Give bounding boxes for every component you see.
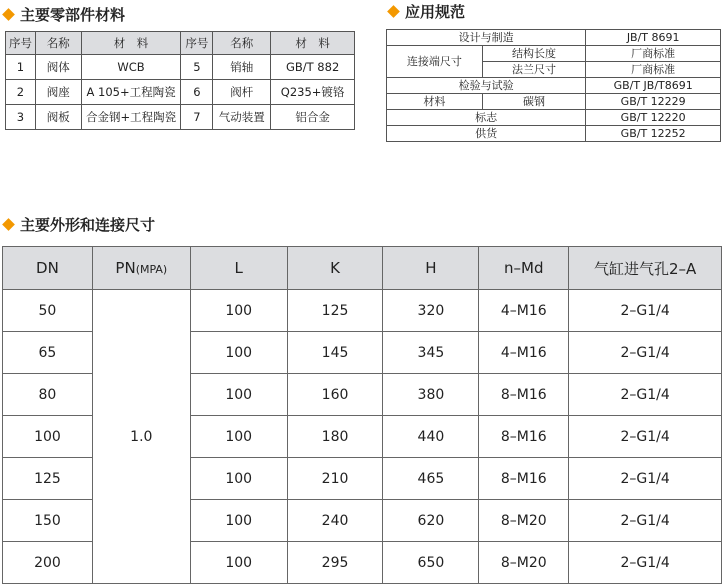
cell-port: 2–G1/4 xyxy=(569,458,722,500)
table-row xyxy=(6,55,355,80)
table-row xyxy=(3,290,722,332)
materials-title-text: 主要零部件材料 xyxy=(20,6,126,24)
materials-cell: 1 xyxy=(6,55,36,80)
cell-dn: 200 xyxy=(3,542,93,584)
standards-value: 厂商标准 xyxy=(586,62,721,78)
cell-dn: 100 xyxy=(3,416,93,458)
header-pn-unit: (MPA) xyxy=(135,263,168,276)
header-nmd: n–Md xyxy=(479,247,569,290)
cell-k: 180 xyxy=(287,416,383,458)
materials-header-cell: 序号 xyxy=(6,32,36,55)
header-pn xyxy=(92,247,190,290)
header-pn-label: PN xyxy=(115,259,136,277)
cell-port: 2–G1/4 xyxy=(569,542,722,584)
standards-value: JB/T 8691 xyxy=(586,30,721,46)
cell-l: 100 xyxy=(190,500,287,542)
table-row xyxy=(6,80,355,105)
materials-table xyxy=(5,31,355,130)
cell-l: 100 xyxy=(190,416,287,458)
cell-h: 650 xyxy=(383,542,479,584)
materials-section-title xyxy=(4,4,125,25)
cell-dn: 80 xyxy=(3,374,93,416)
standards-label: 标志 xyxy=(387,110,586,126)
standards-label: 材料 xyxy=(387,94,483,110)
cell-l: 100 xyxy=(190,374,287,416)
standards-title-text: 应用规范 xyxy=(405,3,466,21)
materials-cell: 5 xyxy=(181,55,213,80)
standards-value: GB/T 12252 xyxy=(586,126,721,142)
standards-section-title xyxy=(389,1,465,22)
standards-sublabel: 结构长度 xyxy=(482,46,586,62)
orange-diamond-icon xyxy=(387,5,400,18)
cell-nmd: 4–M16 xyxy=(479,290,569,332)
materials-cell: 阀座 xyxy=(35,80,81,105)
materials-cell: 铝合金 xyxy=(271,105,355,130)
cell-nmd: 8–M16 xyxy=(479,458,569,500)
materials-cell: Q235+镀铬 xyxy=(271,80,355,105)
standards-sublabel: 碳钢 xyxy=(482,94,586,110)
standards-label: 检验与试验 xyxy=(387,78,586,94)
cell-h: 345 xyxy=(383,332,479,374)
materials-header-cell: 序号 xyxy=(181,32,213,55)
cell-k: 295 xyxy=(287,542,383,584)
table-row xyxy=(387,94,721,110)
materials-cell: 阀杆 xyxy=(213,80,271,105)
standards-label: 供货 xyxy=(387,126,586,142)
dimensions-section-title xyxy=(4,214,155,235)
cell-l: 100 xyxy=(190,290,287,332)
cell-nmd: 8–M20 xyxy=(479,500,569,542)
cell-port: 2–G1/4 xyxy=(569,374,722,416)
orange-diamond-icon xyxy=(2,218,15,231)
materials-cell: WCB xyxy=(81,55,181,80)
materials-header-cell: 材 料 xyxy=(271,32,355,55)
cell-nmd: 4–M16 xyxy=(479,332,569,374)
header-h: H xyxy=(383,247,479,290)
dimensions-table xyxy=(2,246,722,584)
cell-h: 465 xyxy=(383,458,479,500)
materials-cell: 3 xyxy=(6,105,36,130)
standards-label: 连接端尺寸 xyxy=(387,46,483,78)
standards-value: GB/T 12220 xyxy=(586,110,721,126)
materials-cell: GB/T 882 xyxy=(271,55,355,80)
header-dn: DN xyxy=(3,247,93,290)
cell-h: 440 xyxy=(383,416,479,458)
cell-port: 2–G1/4 xyxy=(569,332,722,374)
table-row xyxy=(387,30,721,46)
standards-table xyxy=(386,29,721,142)
cell-k: 210 xyxy=(287,458,383,500)
cell-port: 2–G1/4 xyxy=(569,290,722,332)
cell-nmd: 8–M20 xyxy=(479,542,569,584)
materials-cell: 销轴 xyxy=(213,55,271,80)
header-port: 气缸进气孔2–A xyxy=(569,247,722,290)
cell-l: 100 xyxy=(190,458,287,500)
cell-l: 100 xyxy=(190,542,287,584)
cell-k: 240 xyxy=(287,500,383,542)
materials-cell: A 105+工程陶瓷 xyxy=(81,80,181,105)
table-row xyxy=(6,105,355,130)
cell-dn: 125 xyxy=(3,458,93,500)
standards-value: GB/T JB/T8691 xyxy=(586,78,721,94)
cell-l: 100 xyxy=(190,332,287,374)
table-row xyxy=(387,78,721,94)
cell-port: 2–G1/4 xyxy=(569,500,722,542)
standards-label: 设计与制造 xyxy=(387,30,586,46)
materials-cell: 7 xyxy=(181,105,213,130)
materials-cell: 阀板 xyxy=(35,105,81,130)
orange-diamond-icon xyxy=(2,8,15,21)
cell-k: 145 xyxy=(287,332,383,374)
table-row xyxy=(387,46,721,62)
standards-value: 厂商标准 xyxy=(586,46,721,62)
materials-cell: 阀体 xyxy=(35,55,81,80)
cell-nmd: 8–M16 xyxy=(479,374,569,416)
cell-h: 620 xyxy=(383,500,479,542)
dimensions-header-row xyxy=(3,247,722,290)
cell-pn-merged: 1.0 xyxy=(92,290,190,584)
cell-dn: 65 xyxy=(3,332,93,374)
cell-nmd: 8–M16 xyxy=(479,416,569,458)
materials-cell: 气动装置 xyxy=(213,105,271,130)
header-l: L xyxy=(190,247,287,290)
cell-k: 160 xyxy=(287,374,383,416)
table-row xyxy=(387,126,721,142)
cell-port: 2–G1/4 xyxy=(569,416,722,458)
cell-h: 320 xyxy=(383,290,479,332)
materials-header-cell: 名称 xyxy=(35,32,81,55)
standards-value: GB/T 12229 xyxy=(586,94,721,110)
cell-dn: 50 xyxy=(3,290,93,332)
cell-h: 380 xyxy=(383,374,479,416)
materials-cell: 6 xyxy=(181,80,213,105)
dimensions-title-text: 主要外形和连接尺寸 xyxy=(20,216,156,234)
cell-dn: 150 xyxy=(3,500,93,542)
materials-header-row xyxy=(6,32,355,55)
materials-cell: 合金钢+工程陶瓷 xyxy=(81,105,181,130)
standards-sublabel: 法兰尺寸 xyxy=(482,62,586,78)
header-k: K xyxy=(287,247,383,290)
materials-cell: 2 xyxy=(6,80,36,105)
materials-header-cell: 名称 xyxy=(213,32,271,55)
table-row xyxy=(387,110,721,126)
materials-header-cell: 材 料 xyxy=(81,32,181,55)
cell-k: 125 xyxy=(287,290,383,332)
